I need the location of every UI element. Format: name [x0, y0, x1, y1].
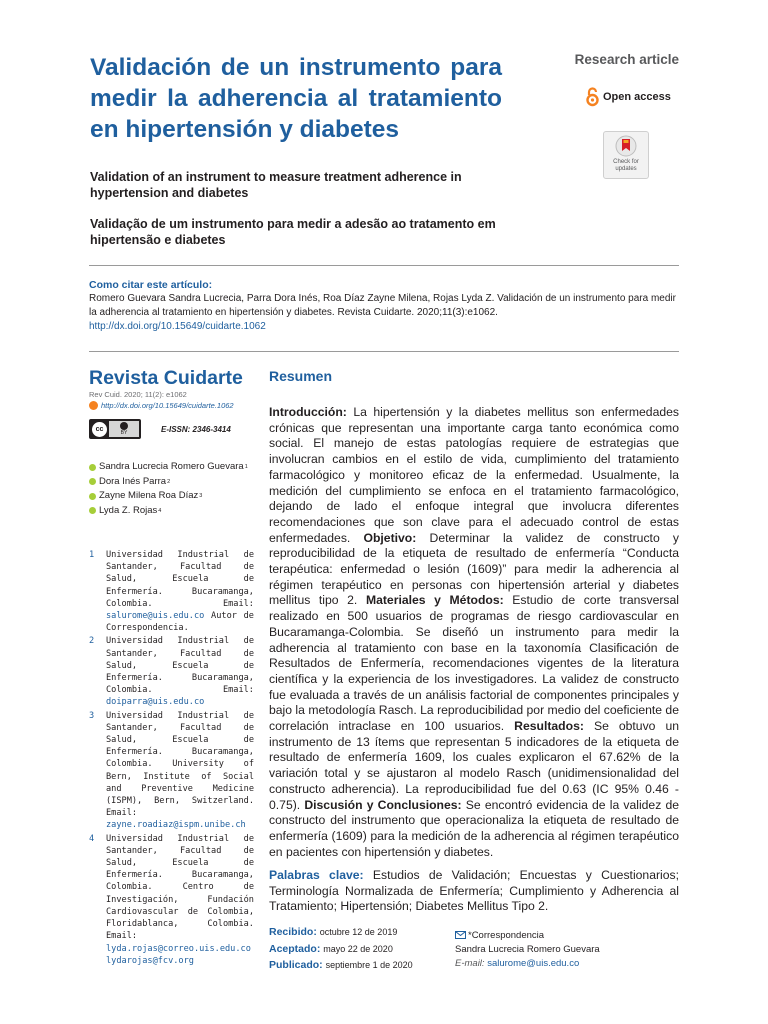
affiliation-item: 3 Universidad Industrial de Santander, Facultad de Salud, Escuela de Enfermería. Bucaramanga, Colombia. University of Bern, Institute of Social and Preventive Medicine (ISPM), Bern, Switzerland. Email: zayne.roadiaz@ispm.unibe.ch: [89, 710, 254, 831]
keywords: [269, 868, 679, 915]
author-item[interactable]: Dora Inés Parra 2: [89, 475, 248, 490]
citation-doi-link[interactable]: http://dx.doi.org/10.15649/cuidarte.1062: [89, 321, 266, 332]
orcid-icon[interactable]: [89, 493, 96, 500]
publication-dates: [269, 924, 413, 974]
affiliation-item: 1 Universidad Industrial de Santander, Facultad de Salud, Escuela de Enfermería. Bucaramanga, Colombia. Email: salurome@uis.edu.co Autor de Correspondencia.: [89, 550, 254, 634]
correspondence-email[interactable]: salurome@uis.edu.co: [487, 958, 580, 969]
open-access-badge[interactable]: [586, 87, 671, 107]
author-item[interactable]: Lyda Z. Rojas 4: [89, 504, 248, 519]
envelope-icon: [455, 931, 466, 939]
bookmark-ribbon-icon: [615, 135, 637, 157]
affiliations-list: [89, 549, 254, 968]
subtitle-english: Validation of an instrument to measure treatment adherence in hypertension and diabetes: [90, 170, 462, 200]
journal-meta: Rev Cuid. 2020; 11(2): e1062: [89, 390, 187, 399]
keywords-text: Estudios de Validación; Encuestas y Cuestionarios; Terminología Normalizada de Enfermería; Cumplimiento y Adherencia al Tratamiento; Hipertensión; Diabetes Mellitus Tipo 2.: [269, 868, 680, 914]
orcid-icon[interactable]: [89, 478, 96, 485]
open-access-label: Open access: [603, 91, 671, 103]
objective-label: Objetivo:: [363, 530, 417, 545]
correspondence-block: [455, 929, 600, 971]
affiliation-item: 4 Universidad Industrial de Santander, Facultad de Salud, Escuela de Enfermería. Bucaramanga, Colombia. Centro de Investigación, Fundación Cardiovascular de Colombia, Floridablanca, Colombia. Email: lyda.rojas@correo.uis.edu.co lydarojas@fcv.org: [89, 833, 254, 966]
open-access-icon: [586, 87, 599, 107]
objective-text: Determinar la validez de constructo y reproducibilidad de la etiqueta de resultado de enfermería “Conducta terapéutica: enfermedad o lesión (1609)” para medir la adherencia al régimen terapéutico en personas con hipertensión arterial y diabetes mellitus tipo 2.: [269, 530, 679, 608]
affiliation-email[interactable]: zayne.roadiaz@ispm.unibe.ch: [106, 820, 246, 831]
journal-doi-link[interactable]: http://dx.doi.org/10.15649/cuidarte.1062: [101, 401, 234, 410]
citation-heading: Como citar este artículo:: [89, 279, 213, 291]
intro-label: Introducción:: [269, 405, 347, 419]
cc-license-badge[interactable]: [89, 419, 141, 439]
correspondence-email-label: E-mail:: [455, 958, 485, 969]
attribution-icon: [120, 422, 128, 430]
date-received: Recibido: octubre 12 de 2019: [269, 926, 398, 938]
date-published: Publicado: septiembre 1 de 2020: [269, 959, 413, 971]
subtitle-portuguese: Validação de um instrumento para medir a adesão ao tratamento em hipertensão e diabetes: [90, 217, 496, 247]
orcid-icon[interactable]: [89, 507, 96, 514]
doi-icon: [89, 401, 98, 410]
methods-text: Estudio de corte transversal realizado en 500 usuarios de programas de riesgo cardiovascular en Bucaramanga-Colombia. Se diseñó un instrumento para medir la adherencia al tratamiento con base en la taxonomía Clasificación de Resultados de Enfermería, recomendaciones vigentes de la literatura científica y la experiencia de los investigadores. La validez de constructo fue evaluada a través de un análisis factorial de componentes principales y bajo la metodología Rasch. La reproducibilidad por medio del coeficiente de correlación intraclase en 100 usuarios.: [269, 593, 679, 734]
journal-name: Revista Cuidarte: [89, 367, 243, 389]
affiliation-email[interactable]: doiparra@uis.edu.co: [106, 697, 205, 708]
keywords-label: Palabras clave:: [269, 868, 364, 882]
author-item[interactable]: Sandra Lucrecia Romero Guevara 1: [89, 460, 248, 475]
affiliation-email[interactable]: lyda.rojas@correo.uis.edu.co lydarojas@fcv.org: [106, 943, 251, 966]
results-label: Resultados:: [514, 719, 584, 734]
abstract-heading: Resumen: [269, 368, 333, 384]
journal-doi[interactable]: [89, 401, 234, 410]
cc-icon: cc: [92, 422, 107, 437]
check-for-updates-badge[interactable]: [603, 131, 649, 179]
check-for-updates-label: Check for updates: [613, 159, 639, 172]
author-list: [89, 460, 248, 518]
results-text: Se obtuvo un instrumento de 13 ítems que representan 5 indicadores de la etiqueta de resultado de enfermería 1609, los cuales explicaron el 67.62% de la variación total y se ajustaron al modelo Rasch (unidimensionalidad del constructo adherencia). La reproducibilidad fue del 0.63 (IC 95% 0.46 - 0.75).: [269, 719, 680, 812]
divider-top: [89, 265, 679, 266]
citation-text: Romero Guevara Sandra Lucrecia, Parra Dora Inés, Roa Díaz Zayne Milena, Rojas Lyda Z. Validación de un instrumento para medir la adherencia al tratamiento en hipertensión y diabetes. Revista Cuidarte. 2020;11(3):e1062.: [89, 293, 676, 318]
affiliation-email[interactable]: salurome@uis.edu.co: [106, 611, 205, 622]
cc-by-label: BY: [120, 430, 128, 436]
date-accepted: Aceptado: mayo 22 de 2020: [269, 942, 393, 955]
article-type-label: Research article: [574, 52, 679, 67]
correspondence-label: *Correspondencia: [468, 930, 545, 941]
discussion-label: Discusión y Conclusiones:: [304, 797, 462, 812]
orcid-icon[interactable]: [89, 464, 96, 471]
eissn: E-ISSN: 2346-3414: [161, 425, 231, 434]
cc-by-block: [109, 421, 139, 437]
affiliation-item: 2 Universidad Industrial de Santander, Facultad de Salud, Escuela de Enfermería. Bucaramanga, Colombia. Email: doiparra@uis.edu.co: [89, 636, 254, 708]
author-item[interactable]: Zayne Milena Roa Díaz 3: [89, 489, 248, 504]
discussion-text: Se encontró evidencia de la validez de constructo del instrumento que operacionaliza la etiqueta de resultado de enfermería (1609) para la medición de la adherencia al régimen terapéutico en pacientes con hipertensión y diabetes.: [269, 797, 680, 859]
methods-label: Materiales y Métodos:: [365, 593, 504, 608]
correspondence-name: Sandra Lucrecia Romero Guevara: [455, 944, 600, 955]
divider-bottom: [89, 351, 679, 352]
intro-text: La hipertensión y la diabetes mellitus son enfermedades crónicas que representan una importante carga tanto económica como social. El manejo de estas patologías requiere de estrategias que involucran cambios en el estilo de vida, cumplimiento del tratamiento farmacológico y monitoreo eficaz de la enfermedad. Usualmente, la medición del cumplimiento se enfoca en el tratamiento farmacológico, dejando de lado el enfoque integral que involucra diferentes recomendaciones que son clave para el adecuado control de estas enfermedades.: [269, 405, 680, 545]
article-title: Validación de un instrumento para medir la adherencia al tratamiento en hipertensión y diabetes: [90, 54, 502, 143]
abstract-body: [269, 405, 679, 860]
